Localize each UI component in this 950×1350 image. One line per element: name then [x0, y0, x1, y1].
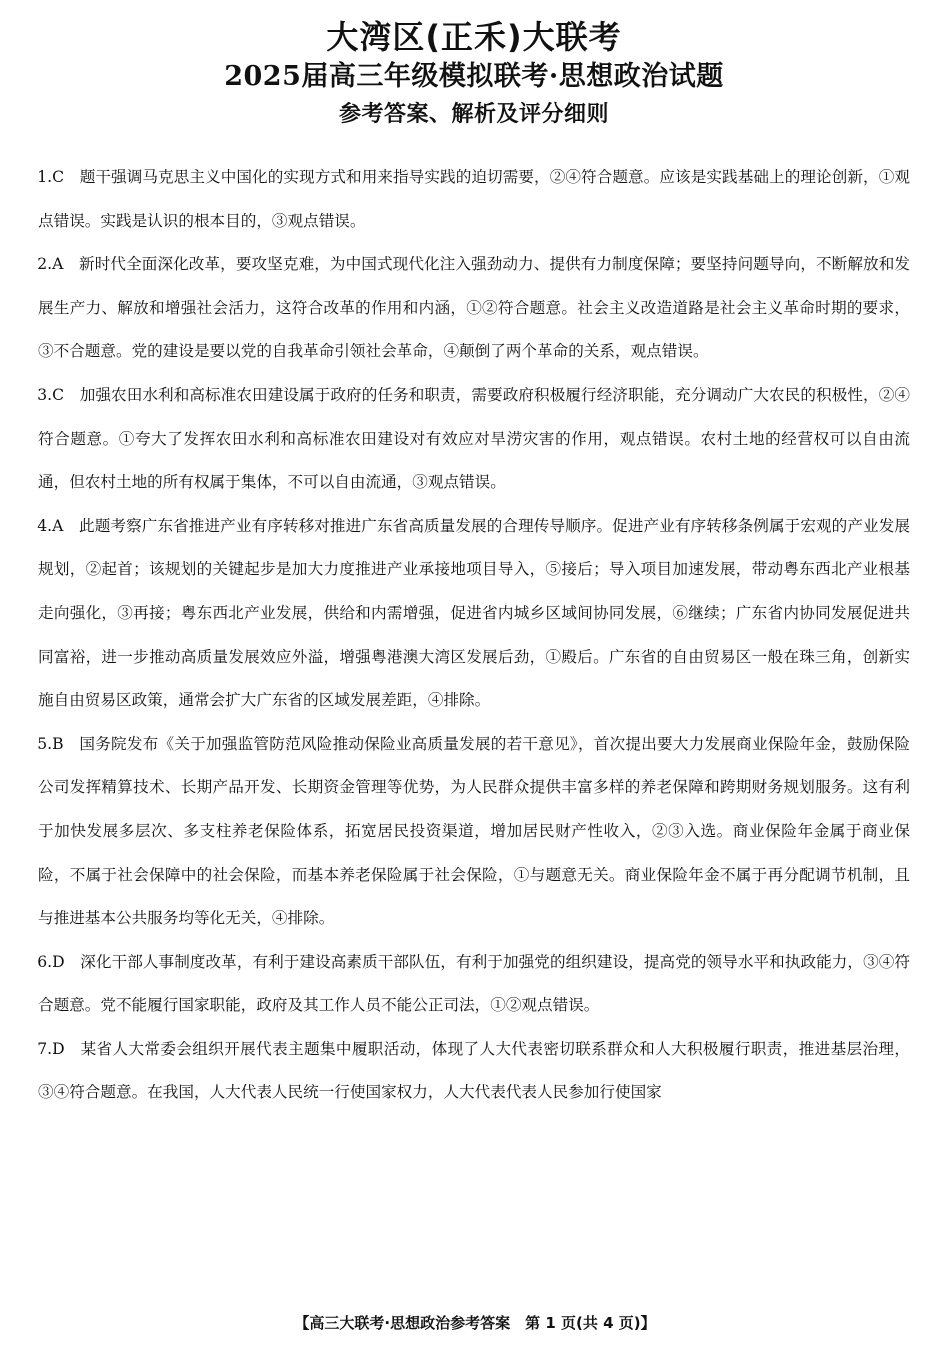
- answer-explanation: 题干强调马克思主义中国化的实现方式和用来指导实践的迫切需要，②④符合题意。应该是实践基础上的理论创新，①观点错误。实践是认识的根本目的，③观点错误。: [38, 168, 910, 230]
- answer-number: 7.D: [37, 1039, 65, 1058]
- answer-explanation: 深化干部人事制度改革，有利于建设高素质干部队伍，有利于加强党的组织建设，提高党的领导水平和执政能力，③④符合题意。党不能履行国家职能，政府及其工作人员不能公正司法，①②观点错误。: [38, 952, 910, 1015]
- answer-explanation: 新时代全面深化改革，要攻坚克难，为中国式现代化注入强劲动力、提供有力制度保障；要坚持问题导向，不断解放和发展生产力、解放和增强社会活力，这符合改革的作用和内涵，①②符合题意。社会主义改造道路是社会主义革命时期的要求，③不合题意。党的建设是要以党的自我革命引领社会革命，④颠倒了两个革命的关系，观点错误。: [38, 255, 910, 361]
- answer-explanation: 此题考察广东省推进产业有序转移对推进广东省高质量发展的合理传导顺序。促进产业有序转移条例属于宏观的产业发展规划，②起首；该规划的关键起步是加大力度推进产业承接地项目导入，⑤接后；导入项目加速发展，带动粤东西北产业根基走向强化，③再接；粤东西北产业发展，供给和内需增强，促进省内城乡区域间协同发展，⑥继续；广东省内协同发展促进共同富裕，进一步推动高质量发展效应外溢，增强粤港澳大湾区发展后劲，①殿后。广东省的自由贸易区一般在珠三角，创新实施自由贸易区政策，通常会扩大广东省的区域发展差距，④排除。: [38, 516, 910, 710]
- answer-explanation: 加强农田水利和高标准农田建设属于政府的任务和职责，需要政府积极履行经济职能，充分调动广大农民的积极性，②④符合题意。①夸大了发挥农田水利和高标准农田建设对有效应对旱涝灾害的作用，观点错误。农村土地的经营权可以自由流通，但农村土地的所有权属于集体，不可以自由流通，③观点错误。: [38, 385, 910, 492]
- page-footer: 【高三大联考·思想政治参考答案 第 1 页(共 4 页)】: [294, 1314, 656, 1332]
- answer-number: 5.B: [37, 734, 64, 753]
- answer-number: 1.C: [37, 168, 65, 186]
- answer-number: 3.C: [37, 385, 65, 404]
- answer-item-3: [38, 374, 910, 505]
- answer-item-2: [38, 243, 910, 374]
- exam-subtitle: 2025届高三年级模拟联考·思想政治试题: [224, 61, 724, 92]
- answer-item-4: [38, 505, 910, 723]
- answer-explanation: 国务院发布《关于加强监管防范风险推动保险业高质量发展的若干意见》，首次提出要大力发展商业保险年金，鼓励保险公司发挥精算技术、长期产品开发、长期资金管理等优势，为人民群众提供丰富多样的养老保障和跨期财务规划服务。这有利于加快发展多层次、多支柱养老保险体系，拓宽居民投资渠道，增加居民财产性收入，②③入选。商业保险年金属于商业保险，不属于社会保障中的社会保险，而基本养老保险属于社会保险，①与题意无关。商业保险年金不属于再分配调节机制，且与推进基本公共服务均等化无关，④排除。: [38, 734, 910, 928]
- answer-item-5: [38, 723, 910, 941]
- answer-key-heading: 参考答案、解析及评分细则: [338, 101, 609, 127]
- page-title: 大湾区(正禾)大联考: [326, 18, 622, 56]
- answer-number: 4.A: [37, 516, 64, 535]
- answer-item-7: [38, 1028, 910, 1115]
- answer-item-1: [38, 156, 910, 243]
- answer-number: 6.D: [37, 952, 65, 971]
- answer-number: 2.A: [37, 255, 64, 274]
- answer-item-6: [38, 941, 910, 1028]
- answer-explanation: 某省人大常委会组织开展代表主题集中履职活动，体现了人大代表密切联系群众和人大积极履行职责，推进基层治理，③④符合题意。在我国，人大代表人民统一行使国家权力，人大代表代表人民参加行使国家: [38, 1039, 910, 1102]
- answer-list: [38, 156, 910, 1115]
